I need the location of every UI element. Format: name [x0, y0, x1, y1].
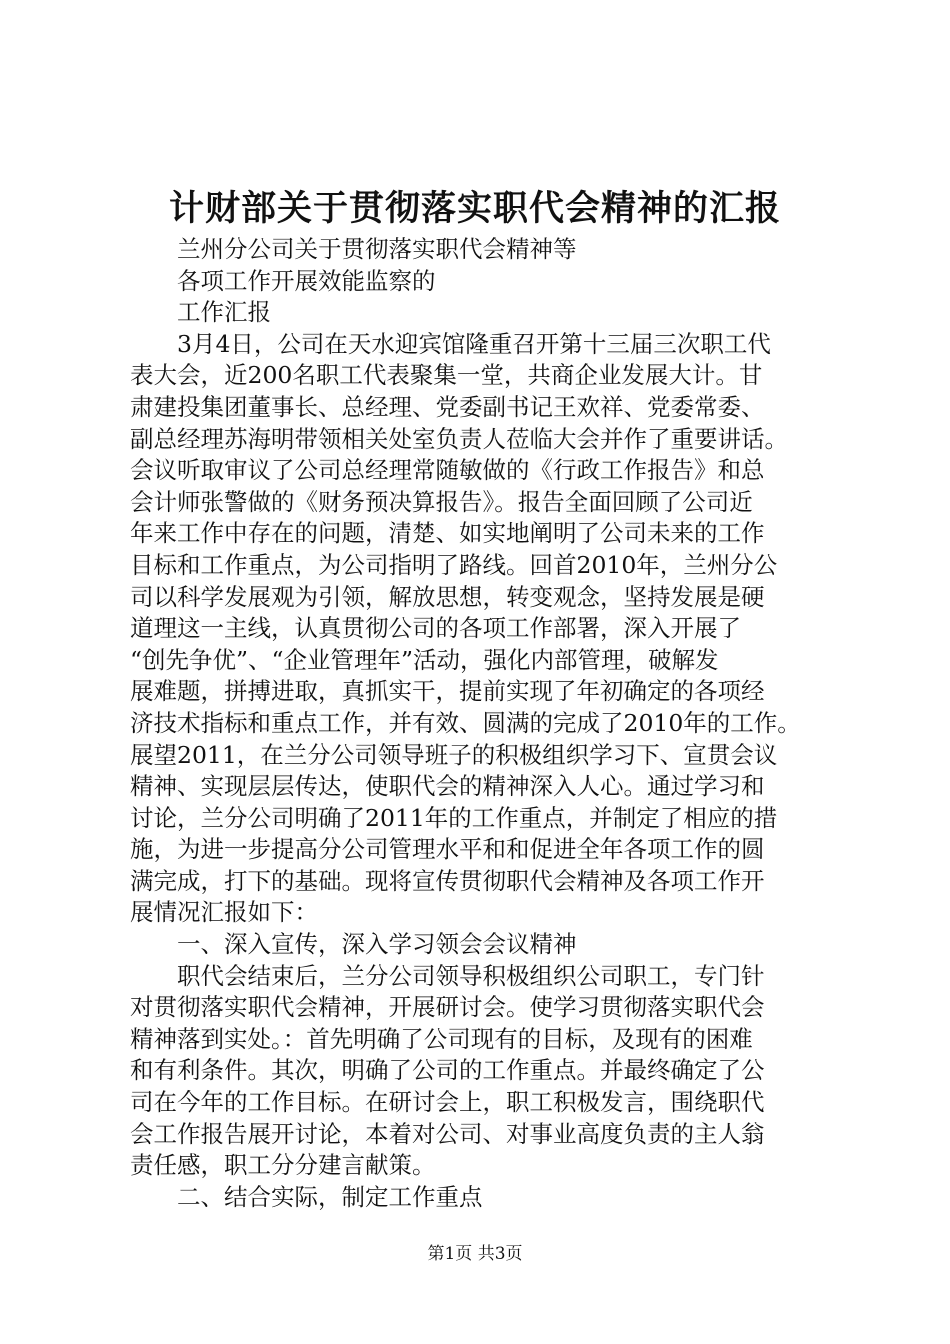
- paragraph-line: 展情况汇报如下：: [130, 898, 318, 927]
- paragraph-line: 司以科学发展观为引领，解放思想，转变观念，坚持发展是硬: [130, 582, 765, 611]
- subtitle-line-1: 兰州分公司关于贯彻落实职代会精神等: [177, 235, 577, 263]
- paragraph-line: 副总经理苏海明带领相关处室负责人莅临大会并作了重要讲话。: [130, 424, 788, 453]
- paragraph-line: 目标和工作重点，为公司指明了路线。回首2010年，兰州分公: [130, 550, 778, 579]
- paragraph-line: 职代会结束后，兰分公司领导积极组织公司职工，专门针: [177, 961, 765, 990]
- paragraph-line: 年来工作中存在的问题，清楚、如实地阐明了公司未来的工作: [130, 519, 765, 548]
- subtitle-line-2: 各项工作开展效能监察的: [177, 266, 436, 295]
- document-body: [130, 234, 830, 1213]
- paragraph-line: 济技术指标和重点工作，并有效、圆满的完成了2010年的工作。: [130, 708, 801, 737]
- paragraph-line: 和有利条件。其次，明确了公司的工作重点。并最终确定了公: [130, 1056, 765, 1085]
- paragraph-line: 满完成，打下的基础。现将宣传贯彻职代会精神及各项工作开: [130, 866, 765, 895]
- page-footer: 第1页 共3页: [427, 1244, 523, 1264]
- paragraph-line: 会计师张警做的《财务预决算报告》。报告全面回顾了公司近: [130, 487, 753, 516]
- document-title: 计财部关于贯彻落实职代会精神的汇报: [168, 188, 781, 229]
- paragraph-line: 展难题，拼搏进取，真抓实干，提前实现了年初确定的各项经: [130, 677, 765, 706]
- paragraph-line: 表大会，近200名职工代表聚集一堂，共商企业发展大计。甘: [130, 361, 763, 390]
- paragraph-line: 责任感，职工分分建言献策。: [130, 1151, 436, 1180]
- paragraph-line: 精神落到实处。：首先明确了公司现有的目标，及现有的困难: [130, 1024, 753, 1053]
- paragraph-line: 展望2011，在兰分公司领导班子的积极组织学习下、宣贯会议: [130, 740, 778, 769]
- paragraph-line: 肃建投集团董事长、总经理、党委副书记王欢祥、党委常委、: [130, 392, 765, 421]
- section-heading-1: 一、深入宣传，深入学习领会会议精神: [177, 930, 577, 959]
- subtitle-line-3: 工作汇报: [177, 298, 271, 327]
- paragraph-line: 精神、实现层层传达，使职代会的精神深入人心。通过学习和: [130, 772, 765, 801]
- paragraph-line: 3月4日，公司在天水迎宾馆隆重召开第十三届三次职工代: [177, 329, 771, 358]
- section-heading-2: 二、结合实际，制定工作重点: [177, 1182, 483, 1211]
- paragraph-line: “创先争优”、“企业管理年”活动，强化内部管理，破解发: [130, 645, 719, 674]
- paragraph-line: 施，为进一步提高分公司管理水平和和促进全年各项工作的圆: [130, 835, 765, 864]
- paragraph-line: 会工作报告展开讨论，本着对公司、对事业高度负责的主人翁: [130, 1119, 765, 1148]
- paragraph-line: 对贯彻落实职代会精神，开展研讨会。使学习贯彻落实职代会: [130, 993, 765, 1022]
- paragraph-line: 司在今年的工作目标。在研讨会上，职工积极发言，围绕职代: [130, 1088, 765, 1117]
- paragraph-line: 道理这一主线，认真贯彻公司的各项工作部署，深入开展了: [130, 614, 741, 643]
- paragraph-line: 会议听取审议了公司总经理常随敏做的《行政工作报告》和总: [130, 456, 765, 485]
- paragraph-line: 讨论，兰分公司明确了2011年的工作重点，并制定了相应的措: [130, 803, 778, 832]
